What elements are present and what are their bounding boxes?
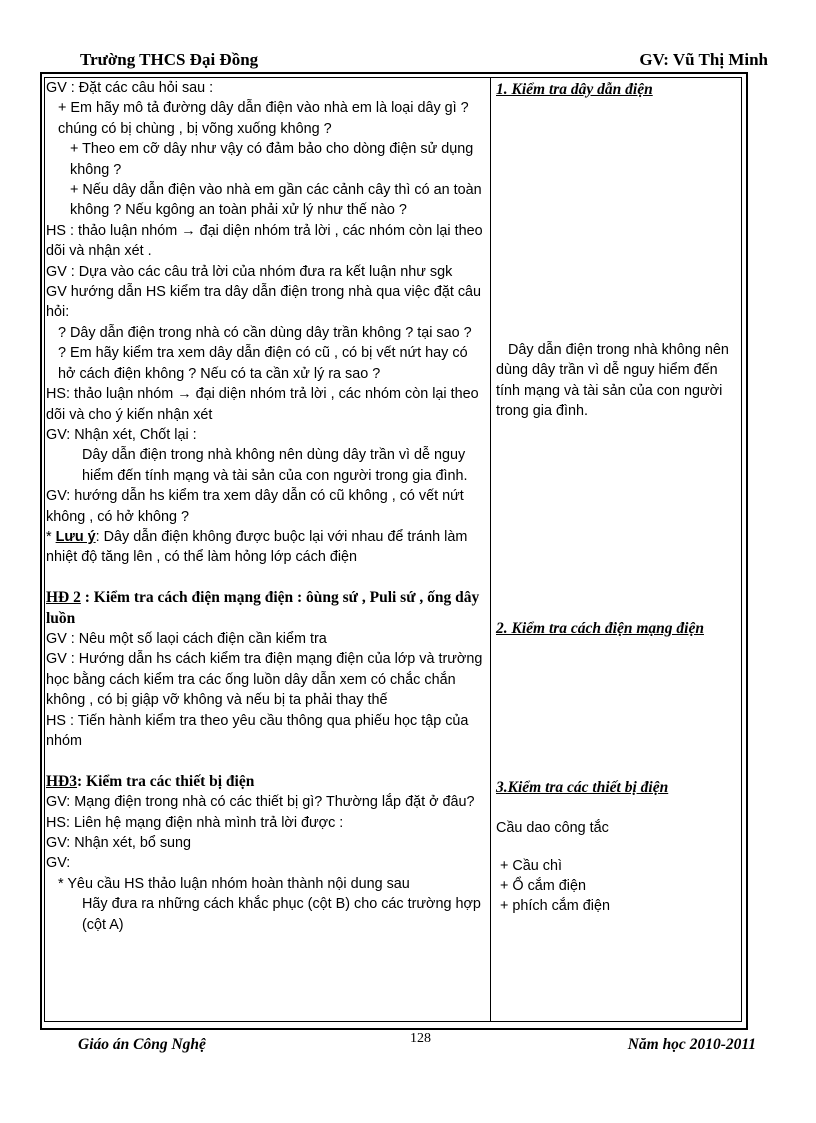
section-3-title: 3.Kiểm tra các thiết bị điện [496, 779, 669, 796]
section-1-conclusion: Dây dẫn điện trong nhà không nên dùng dây trần vì dễ nguy hiểm đến tính mạng và tài sản của con người trong gia đình. [496, 342, 729, 420]
spacer [46, 568, 486, 588]
text-line: HS : Tiến hành kiểm tra theo yêu cầu thông qua phiếu học tập của nhóm [46, 712, 469, 749]
text-line: HS : thảo luận nhóm → đại diện nhóm trả lời , các nhóm còn lại theo dõi và nhận xét . [46, 222, 483, 260]
section-2-title: 2. Kiểm tra cách điện mạng điện [496, 620, 704, 637]
section-1-title: 1. Kiểm tra dây dẫn điện [496, 81, 653, 98]
device-item: + Cầu chì [500, 858, 562, 874]
activity-2-label: HĐ 2 [46, 589, 81, 607]
text-line: + Theo em cỡ dây như vậy có đảm bảo cho dòng điện sử dụng không ? [70, 141, 474, 178]
text-line: GV : Dựa vào các câu trả lời của nhóm đưa ra kết luận như sgk [46, 263, 453, 280]
text-line: Hãy đưa ra những cách khắc phục (cột B) cho các trường hợp (cột A) [82, 896, 481, 933]
page-header-school: Trường THCS Đại Đồng [80, 50, 259, 69]
text-line: ? Em hãy kiểm tra xem dây dẫn điện có cũ , có bị vết nứt hay có hở cách điện không ? Nếu có ta cần xử lý ra sao ? [58, 345, 468, 382]
activity-3-title: : Kiểm tra các thiết bị điện [77, 772, 255, 790]
note-text: : Dây dẫn điện không được buộc lại với nhau để tránh làm nhiệt độ tăng lên , có thể làm hỏng lớp cách điện [46, 528, 468, 566]
text-line: GV: [46, 855, 71, 872]
footer-subject: Giáo án Công Nghệ [78, 1036, 206, 1053]
activity-2-heading [46, 588, 486, 629]
device-item: + Ổ cắm điện [500, 878, 586, 894]
text-line: * Yêu cầu HS thảo luận nhóm hoàn thành nội dung sau [58, 875, 410, 892]
note-label: Lưu ý [55, 528, 96, 545]
text-line: Dây dẫn điện trong nhà không nên dùng dây trần vì dễ nguy hiểm đến tính mạng và tài sản của con người trong gia đình. [82, 447, 468, 484]
note-star: * [46, 528, 56, 545]
text-line: GV : Nêu một số laọi cách điện cần kiểm tra [46, 630, 327, 647]
text-line: GV: Mạng điện trong nhà có các thiết bị gì? Thường lắp đặt ở đâu? [46, 794, 475, 811]
activity-3-label: HĐ3 [46, 772, 77, 790]
text-line: GV : Hướng dẫn hs cách kiểm tra điện mạng điện của lớp và trường học bằng cách kiểm tra các ống luồn dây dẫn xem có chắc chắn không , có bị giập vỡ không và nếu bị ta phải thay thế [46, 651, 483, 709]
activity-2-title: : Kiểm tra cách điện mạng điện : ôùng sứ , Puli sứ , ống dây luồn [46, 589, 480, 627]
activity-column [46, 78, 486, 935]
text-line: HS: thảo luận nhóm → đại diện nhóm trả lời , các nhóm còn lại theo dõi và cho ý kiến nhận xét [46, 386, 479, 423]
device-item: + phích cắm điện [500, 898, 610, 914]
note-paragraph [46, 527, 486, 568]
activity-3-heading [46, 772, 486, 792]
text-line: + Em hãy mô tả đường dây dẫn điện vào nhà em là loại dây gì ? chúng có bị chùng , bị võng xuống không ? [58, 100, 469, 137]
text-line: GV : Đặt các câu hỏi sau : [46, 80, 214, 96]
column-divider [490, 77, 491, 1022]
text-line: GV hướng dẫn HS kiểm tra dây dẫn điện trong nhà qua việc đặt câu hỏi: [46, 284, 482, 321]
device-item: Cầu dao công tắc [496, 820, 609, 836]
page-header-teacher: GV: Vũ Thị Minh [639, 50, 768, 69]
text-line: GV: Nhận xét, Chốt lại : [46, 426, 197, 443]
text-line: ? Dây dẫn điện trong nhà có cần dùng dây trần không ? tại sao ? [58, 324, 472, 341]
text-line: GV: Nhận xét, bổ sung [46, 835, 192, 852]
spacer [46, 751, 486, 771]
text-line: + Nếu dây dẫn điện vào nhà em gần các cảnh cây thì có an toàn không ? Nếu kgông an toàn phải xử lý như thế nào ? [70, 182, 482, 219]
text-line: HS: Liên hệ mạng điện nhà mình trả lời được : [46, 814, 344, 831]
footer-page-number: 128 [410, 1031, 431, 1046]
text-line: GV: hướng dẫn hs kiểm tra xem dây dẫn có cũ không , có vết nứt không , có hở không ? [46, 488, 464, 525]
footer-school-year: Năm học 2010-2011 [627, 1036, 756, 1053]
